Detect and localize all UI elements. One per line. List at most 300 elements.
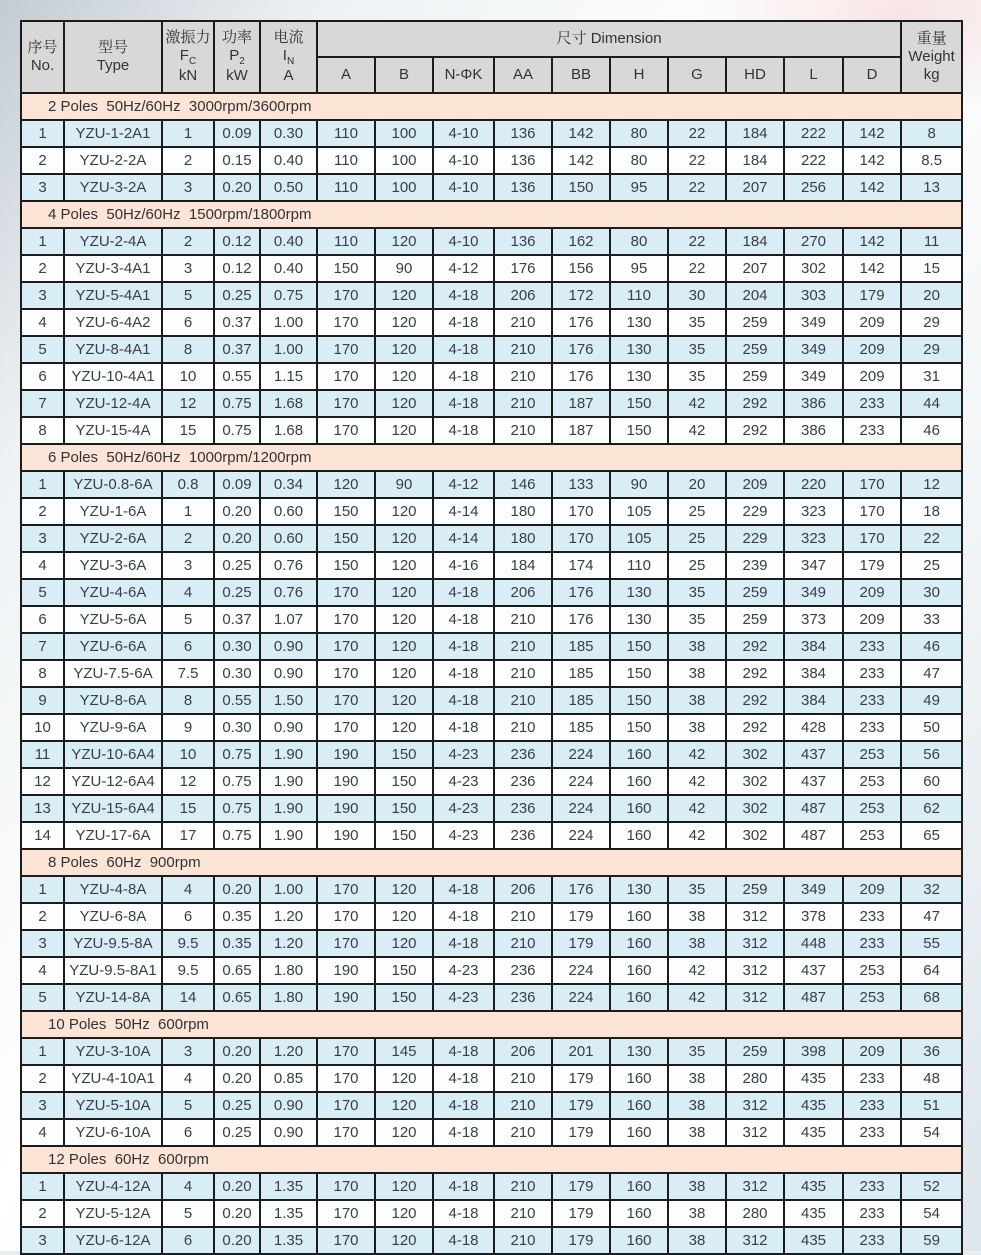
cell: 4-18	[433, 1200, 494, 1227]
cell: 224	[552, 768, 610, 795]
cell: 176	[552, 579, 610, 606]
cell: 20	[668, 471, 726, 498]
cell: 190	[317, 984, 375, 1011]
cell: 120	[375, 417, 433, 444]
cell: 120	[375, 390, 433, 417]
cell: 120	[375, 309, 433, 336]
col-header-weight-zh: 重量	[916, 30, 947, 48]
cell: 236	[494, 795, 552, 822]
cell: 0.40	[260, 228, 317, 255]
cell: 130	[610, 876, 668, 903]
cell: 312	[726, 957, 784, 984]
cell: 150	[317, 525, 375, 552]
cell: 448	[784, 930, 843, 957]
cell: 130	[610, 1038, 668, 1065]
cell: 170	[317, 1038, 375, 1065]
cell: 2	[21, 1065, 64, 1092]
cell: 9	[162, 714, 214, 741]
cell: 5	[21, 579, 64, 606]
cell: 9.5	[162, 930, 214, 957]
cell: 7	[21, 390, 64, 417]
cell: 224	[552, 741, 610, 768]
cell: 30	[901, 579, 962, 606]
table-row	[21, 390, 962, 417]
section-header-row	[21, 444, 962, 471]
cell: 384	[784, 687, 843, 714]
cell: 25	[668, 552, 726, 579]
cell: 190	[317, 741, 375, 768]
cell: 54	[901, 1119, 962, 1146]
cell: 5	[162, 606, 214, 633]
cell: 170	[317, 687, 375, 714]
cell: 100	[375, 120, 433, 147]
cell: 176	[552, 606, 610, 633]
section-header-row	[21, 1146, 962, 1173]
cell: 120	[375, 579, 433, 606]
cell: 0.25	[214, 579, 260, 606]
cell: 90	[375, 471, 433, 498]
cell: 179	[843, 282, 901, 309]
cell: 120	[375, 1227, 433, 1254]
col-header-force-zh: 激振力	[165, 28, 211, 46]
cell: 1.68	[260, 390, 317, 417]
cell: 428	[784, 714, 843, 741]
cell: 170	[552, 498, 610, 525]
cell: 210	[494, 417, 552, 444]
cell: 38	[668, 1227, 726, 1254]
col-header-power-unit: kW	[226, 67, 248, 85]
cell: 110	[317, 228, 375, 255]
cell: 4-23	[433, 741, 494, 768]
cell: 5	[162, 282, 214, 309]
cell: 4-16	[433, 552, 494, 579]
cell: 0.55	[214, 687, 260, 714]
cell: 170	[317, 1173, 375, 1200]
cell: 1.35	[260, 1227, 317, 1254]
cell: 162	[552, 228, 610, 255]
cell: 110	[610, 282, 668, 309]
cell: 176	[552, 876, 610, 903]
cell: YZU-15-4A	[64, 417, 162, 444]
cell: 8	[21, 660, 64, 687]
cell: 35	[668, 336, 726, 363]
cell: 170	[317, 417, 375, 444]
cell: 42	[668, 768, 726, 795]
cell: 10	[21, 714, 64, 741]
cell: 4-18	[433, 930, 494, 957]
section-title: 4 Poles 50Hz/60Hz 1500rpm/1800rpm	[21, 201, 962, 228]
cell: 435	[784, 1092, 843, 1119]
cell: 239	[726, 552, 784, 579]
cell: 2	[162, 147, 214, 174]
cell: 0.75	[260, 282, 317, 309]
cell: 170	[843, 525, 901, 552]
cell: YZU-5-4A1	[64, 282, 162, 309]
cell: 133	[552, 471, 610, 498]
cell: 7	[21, 633, 64, 660]
cell: YZU-14-8A	[64, 984, 162, 1011]
cell: 4	[162, 1065, 214, 1092]
cell: 176	[552, 363, 610, 390]
cell: 210	[494, 714, 552, 741]
cell: 22	[901, 525, 962, 552]
cell: 0.35	[214, 930, 260, 957]
cell: 222	[784, 147, 843, 174]
cell: 110	[317, 120, 375, 147]
cell: 179	[552, 1227, 610, 1254]
cell: 0.20	[214, 1038, 260, 1065]
col-header-dim-d: D	[843, 57, 901, 93]
cell: 0.65	[214, 984, 260, 1011]
cell: 25	[901, 552, 962, 579]
cell: 65	[901, 822, 962, 849]
cell: 4-18	[433, 1065, 494, 1092]
cell: 174	[552, 552, 610, 579]
section-header-row	[21, 201, 962, 228]
cell: 1	[21, 471, 64, 498]
cell: 170	[317, 1119, 375, 1146]
cell: 35	[668, 579, 726, 606]
cell: 14	[162, 984, 214, 1011]
col-header-force	[162, 21, 214, 93]
cell: 435	[784, 1119, 843, 1146]
cell: 130	[610, 309, 668, 336]
cell: 150	[317, 255, 375, 282]
cell: 11	[901, 228, 962, 255]
col-header-power	[214, 21, 260, 93]
col-header-no	[21, 21, 64, 93]
cell: 184	[726, 147, 784, 174]
cell: 0.09	[214, 120, 260, 147]
cell: 110	[317, 174, 375, 201]
cell: 4-18	[433, 876, 494, 903]
cell: 229	[726, 525, 784, 552]
cell: YZU-5-6A	[64, 606, 162, 633]
cell: 4-23	[433, 795, 494, 822]
table-row	[21, 714, 962, 741]
cell: 207	[726, 255, 784, 282]
cell: 160	[610, 1092, 668, 1119]
cell: 302	[726, 741, 784, 768]
cell: 9	[21, 687, 64, 714]
table-row	[21, 525, 962, 552]
table-row	[21, 309, 962, 336]
cell: 0.34	[260, 471, 317, 498]
cell: 3	[21, 282, 64, 309]
cell: 210	[494, 903, 552, 930]
cell: 42	[668, 822, 726, 849]
cell: 150	[610, 390, 668, 417]
cell: 59	[901, 1227, 962, 1254]
cell: 150	[375, 822, 433, 849]
cell: 160	[610, 795, 668, 822]
cell: 120	[375, 903, 433, 930]
cell: 0.20	[214, 525, 260, 552]
cell: 4-12	[433, 471, 494, 498]
cell: 386	[784, 417, 843, 444]
cell: 170	[317, 363, 375, 390]
cell: 120	[375, 633, 433, 660]
cell: 2	[21, 1200, 64, 1227]
cell: 253	[843, 822, 901, 849]
cell: 180	[494, 498, 552, 525]
cell: 0.20	[214, 1065, 260, 1092]
cell: 0.55	[214, 363, 260, 390]
table-header	[21, 21, 962, 93]
cell: 233	[843, 1119, 901, 1146]
cell: 210	[494, 1200, 552, 1227]
cell: 4-18	[433, 660, 494, 687]
section-title: 6 Poles 50Hz/60Hz 1000rpm/1200rpm	[21, 444, 962, 471]
cell: 435	[784, 1173, 843, 1200]
cell: 0.20	[214, 1227, 260, 1254]
col-header-dim-aa: AA	[494, 57, 552, 93]
cell: 150	[375, 768, 433, 795]
cell: 210	[494, 660, 552, 687]
cell: 224	[552, 795, 610, 822]
cell: 233	[843, 714, 901, 741]
cell: 120	[375, 876, 433, 903]
cell: 0.8	[162, 471, 214, 498]
cell: YZU-12-6A4	[64, 768, 162, 795]
cell: 142	[843, 255, 901, 282]
cell: 56	[901, 741, 962, 768]
cell: 160	[610, 768, 668, 795]
col-header-current	[260, 21, 317, 93]
section-header-row	[21, 1011, 962, 1038]
cell: 6	[162, 1227, 214, 1254]
cell: 30	[668, 282, 726, 309]
table-row	[21, 471, 962, 498]
cell: 90	[610, 471, 668, 498]
table-row	[21, 1065, 962, 1092]
cell: 4-18	[433, 1227, 494, 1254]
cell: 1	[162, 498, 214, 525]
col-header-weight	[901, 21, 962, 93]
cell: 259	[726, 876, 784, 903]
cell: 210	[494, 309, 552, 336]
cell: YZU-4-6A	[64, 579, 162, 606]
cell: 12	[21, 768, 64, 795]
table-body	[21, 93, 962, 1254]
cell: 4	[162, 1173, 214, 1200]
cell: 233	[843, 1200, 901, 1227]
cell: 38	[668, 714, 726, 741]
cell: YZU-6-12A	[64, 1227, 162, 1254]
cell: 210	[494, 336, 552, 363]
cell: 100	[375, 174, 433, 201]
table-row	[21, 336, 962, 363]
cell: 47	[901, 660, 962, 687]
cell: 4-18	[433, 1173, 494, 1200]
cell: 170	[317, 930, 375, 957]
cell: 62	[901, 795, 962, 822]
cell: 233	[843, 1227, 901, 1254]
cell: 487	[784, 984, 843, 1011]
cell: 312	[726, 903, 784, 930]
cell: 312	[726, 930, 784, 957]
cell: 42	[668, 984, 726, 1011]
cell: YZU-10-6A4	[64, 741, 162, 768]
cell: 22	[668, 120, 726, 147]
table-row	[21, 417, 962, 444]
cell: 233	[843, 1065, 901, 1092]
cell: 4-18	[433, 336, 494, 363]
cell: 170	[317, 606, 375, 633]
table-row	[21, 768, 962, 795]
cell: 10	[162, 741, 214, 768]
cell: 5	[162, 1092, 214, 1119]
cell: 170	[843, 498, 901, 525]
cell: 80	[610, 228, 668, 255]
cell: YZU-10-4A1	[64, 363, 162, 390]
cell: YZU-6-6A	[64, 633, 162, 660]
cell: 209	[843, 579, 901, 606]
cell: 2	[21, 903, 64, 930]
cell: 64	[901, 957, 962, 984]
cell: 229	[726, 498, 784, 525]
table-row	[21, 741, 962, 768]
cell: 0.25	[214, 552, 260, 579]
cell: 4-18	[433, 1119, 494, 1146]
cell: 4-18	[433, 282, 494, 309]
cell: 4-14	[433, 525, 494, 552]
cell: 0.40	[260, 255, 317, 282]
cell: 185	[552, 687, 610, 714]
cell: 187	[552, 417, 610, 444]
table-row	[21, 1227, 962, 1254]
cell: 170	[317, 714, 375, 741]
cell: 22	[668, 174, 726, 201]
cell: 95	[610, 174, 668, 201]
cell: YZU-12-4A	[64, 390, 162, 417]
col-header-no-en: No.	[30, 57, 55, 74]
col-header-current-unit: A	[283, 67, 294, 85]
table-row	[21, 282, 962, 309]
cell: 0.90	[260, 660, 317, 687]
cell: 48	[901, 1065, 962, 1092]
col-header-dim-a: A	[317, 57, 375, 93]
cell: 170	[317, 876, 375, 903]
cell: 33	[901, 606, 962, 633]
cell: 35	[668, 876, 726, 903]
cell: 4-18	[433, 1038, 494, 1065]
table-row	[21, 876, 962, 903]
cell: 6	[21, 606, 64, 633]
cell: 0.20	[214, 498, 260, 525]
col-header-dim-hd: HD	[726, 57, 784, 93]
cell: 170	[317, 390, 375, 417]
table-row	[21, 147, 962, 174]
cell: 179	[843, 552, 901, 579]
cell: 120	[375, 687, 433, 714]
cell: 398	[784, 1038, 843, 1065]
cell: 150	[610, 660, 668, 687]
cell: 120	[317, 471, 375, 498]
table-row	[21, 120, 962, 147]
cell: 156	[552, 255, 610, 282]
cell: 130	[610, 336, 668, 363]
cell: 8	[162, 687, 214, 714]
table-row	[21, 498, 962, 525]
cell: 160	[610, 930, 668, 957]
cell: 236	[494, 957, 552, 984]
cell: 302	[726, 822, 784, 849]
cell: 0.25	[214, 1119, 260, 1146]
table-row	[21, 687, 962, 714]
cell: 0.20	[214, 174, 260, 201]
cell: 209	[843, 363, 901, 390]
cell: 13	[901, 174, 962, 201]
cell: 160	[610, 984, 668, 1011]
cell: 105	[610, 525, 668, 552]
cell: YZU-5-10A	[64, 1092, 162, 1119]
cell: 4-18	[433, 579, 494, 606]
cell: 204	[726, 282, 784, 309]
cell: 1.80	[260, 984, 317, 1011]
cell: 42	[668, 795, 726, 822]
cell: 4-23	[433, 957, 494, 984]
cell: 4-18	[433, 309, 494, 336]
cell: YZU-8-6A	[64, 687, 162, 714]
cell: 1.00	[260, 336, 317, 363]
cell: 120	[375, 552, 433, 579]
cell: 292	[726, 687, 784, 714]
table-row	[21, 633, 962, 660]
cell: 4	[21, 957, 64, 984]
cell: 130	[610, 579, 668, 606]
cell: 150	[610, 633, 668, 660]
cell: 160	[610, 903, 668, 930]
table-row	[21, 255, 962, 282]
cell: 31	[901, 363, 962, 390]
cell: 0.25	[214, 1092, 260, 1119]
cell: YZU-9.5-8A1	[64, 957, 162, 984]
cell: 1.20	[260, 903, 317, 930]
table-row	[21, 660, 962, 687]
cell: 52	[901, 1173, 962, 1200]
cell: 312	[726, 1092, 784, 1119]
col-header-weight-en: Weight	[908, 48, 955, 66]
cell: 170	[317, 309, 375, 336]
cell: 220	[784, 471, 843, 498]
cell: 206	[494, 876, 552, 903]
cell: 259	[726, 606, 784, 633]
cell: 437	[784, 768, 843, 795]
col-header-power-symbol: $P_2$	[229, 46, 245, 67]
cell: 68	[901, 984, 962, 1011]
cell: 4	[162, 579, 214, 606]
cell: 3	[162, 1038, 214, 1065]
cell: 3	[21, 525, 64, 552]
cell: 1	[21, 1173, 64, 1200]
cell: 0.40	[260, 147, 317, 174]
section-header-row	[21, 849, 962, 876]
cell: YZU-1-6A	[64, 498, 162, 525]
cell: 4	[21, 309, 64, 336]
cell: 12	[901, 471, 962, 498]
cell: 42	[668, 741, 726, 768]
cell: 120	[375, 1173, 433, 1200]
cell: 0.37	[214, 309, 260, 336]
cell: 1.20	[260, 1038, 317, 1065]
cell: 6	[162, 903, 214, 930]
cell: 0.75	[214, 741, 260, 768]
cell: YZU-3-6A	[64, 552, 162, 579]
cell: 210	[494, 1092, 552, 1119]
cell: 38	[668, 1119, 726, 1146]
cell: 2	[21, 498, 64, 525]
